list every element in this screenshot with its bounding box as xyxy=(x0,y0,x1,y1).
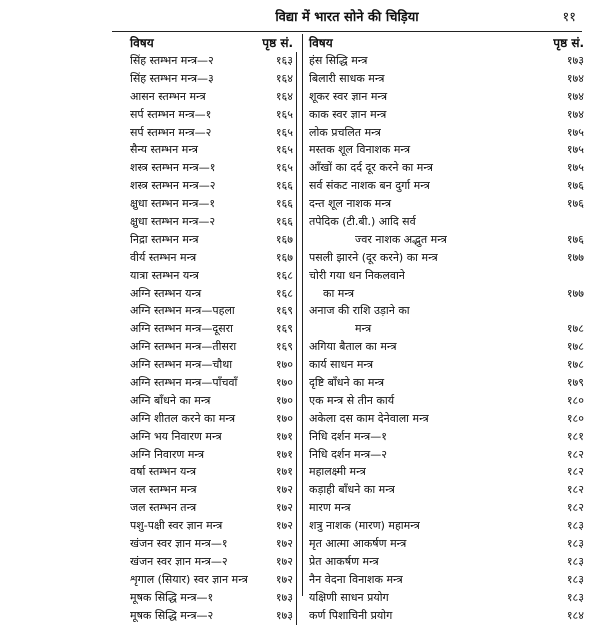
toc-entry xyxy=(307,338,584,356)
entry-page: १७८ xyxy=(566,322,584,336)
toc-entry xyxy=(128,338,299,356)
entry-subject: का मन्त्र xyxy=(323,286,355,300)
entry-page: १७३ xyxy=(265,589,297,607)
toc-entry xyxy=(128,553,299,571)
toc-entry xyxy=(307,446,584,464)
toc-entry xyxy=(307,195,584,213)
toc-entry xyxy=(128,267,299,285)
entry-subject: सर्व संकट नाशक बन दुर्गा मन्त्र xyxy=(309,179,430,193)
toc-entry xyxy=(128,607,299,625)
toc-entry xyxy=(307,141,584,159)
entry-page: १७० xyxy=(265,374,297,392)
entry-subject: सर्प स्तम्भन मन्त्र—२ xyxy=(130,125,212,139)
toc-entry xyxy=(307,285,584,303)
toc-left-column xyxy=(128,34,299,625)
toc-entry xyxy=(128,517,299,535)
entry-subject: मस्तक शूल विनाशक मन्त्र xyxy=(309,143,411,157)
toc-entry xyxy=(128,213,299,231)
subject-heading: विषय xyxy=(309,36,333,50)
entry-subject: निद्रा स्तम्भन मन्त्र xyxy=(130,232,199,246)
toc-entry xyxy=(128,320,299,338)
entry-page: १६९ xyxy=(265,338,297,356)
entry-page: १७९ xyxy=(566,376,584,390)
toc-entry xyxy=(307,177,584,195)
toc-entry xyxy=(128,302,299,320)
entry-page: १६४ xyxy=(265,88,297,106)
toc-entry xyxy=(128,410,299,428)
entry-subject: अग्नि स्तम्भन मन्त्र—चौथा xyxy=(130,358,233,372)
entry-page: १६५ xyxy=(265,159,297,177)
entry-page: १८३ xyxy=(566,537,584,551)
entry-page: १६८ xyxy=(265,267,297,285)
toc-entry xyxy=(128,571,299,589)
entry-page: १८२ xyxy=(566,501,584,515)
entry-subject: अग्नि निवारण मन्त्र xyxy=(130,447,205,461)
entry-subject: सिंह स्तम्भन मन्त्र—३ xyxy=(130,71,214,85)
entry-page: १६९ xyxy=(265,302,297,320)
entry-page: १७० xyxy=(265,356,297,374)
toc-entry xyxy=(128,535,299,553)
toc-entry xyxy=(128,589,299,607)
entry-subject: मारण मन्त्र xyxy=(309,501,351,515)
entry-subject: दन्त शूल नाशक मन्त्र xyxy=(309,197,392,211)
entry-subject: क्षुधा स्तम्भन मन्त्र—२ xyxy=(130,215,216,229)
entry-page: १७५ xyxy=(566,161,584,175)
toc-entry xyxy=(128,499,299,517)
entry-subject: जल स्तम्भन तन्त्र xyxy=(130,501,197,515)
entry-subject: सिंह स्तम्भन मन्त्र—२ xyxy=(130,54,214,67)
toc-entry xyxy=(307,463,584,481)
toc-entry xyxy=(128,446,299,464)
entry-page: १७७ xyxy=(566,250,584,264)
toc-entry xyxy=(128,70,299,88)
entry-page: १७६ xyxy=(566,179,584,193)
entry-page: १७१ xyxy=(265,463,297,481)
toc-entry xyxy=(128,285,299,303)
running-title: विद्या में भारत सोने की चिड़िया xyxy=(275,10,419,25)
entry-subject: बिलारी साधक मन्त्र xyxy=(309,71,385,85)
toc-entry xyxy=(307,481,584,499)
entry-subject: चोरी गया धन निकलवाने xyxy=(309,268,405,282)
entry-subject: वीर्य स्तम्भन मन्त्र xyxy=(130,250,197,264)
entry-page: १७८ xyxy=(566,358,584,372)
entry-subject: सर्प स्तम्भन मन्त्र—१ xyxy=(130,107,212,121)
entry-page: १७२ xyxy=(265,517,297,535)
entry-subject: खंजन स्वर ज्ञान मन्त्र—२ xyxy=(130,554,228,568)
toc-entry xyxy=(128,356,299,374)
toc-entry xyxy=(128,231,299,249)
entry-page: १७२ xyxy=(265,571,297,589)
toc-entry xyxy=(128,374,299,392)
toc-entry xyxy=(307,410,584,428)
entry-page: १६९ xyxy=(265,320,297,338)
entry-page: १७२ xyxy=(265,535,297,553)
entry-subject: प्रेत आकर्षण मन्त्र xyxy=(309,554,379,568)
toc-entry xyxy=(307,607,584,625)
toc-entry xyxy=(128,124,299,142)
entry-subject: लोक प्रचलित मन्त्र xyxy=(309,125,381,139)
entry-subject: आँखों का दर्द दूर करने का मन्त्र xyxy=(309,161,433,175)
entry-page: १७४ xyxy=(566,71,584,85)
entry-subject: कार्य साधन मन्त्र xyxy=(309,358,374,372)
entry-subject: सैन्य स्तम्भन मन्त्र xyxy=(130,143,198,157)
entry-subject: दृष्टि बाँधने का मन्त्र xyxy=(309,376,385,390)
entry-page: १७५ xyxy=(566,125,584,139)
entry-page: १८३ xyxy=(566,554,584,568)
toc-entry xyxy=(307,428,584,446)
entry-page: १६७ xyxy=(265,231,297,249)
entry-subject: शृगाल (सियार) स्वर ज्ञान मन्त्र xyxy=(130,572,248,586)
toc-entry xyxy=(307,124,584,142)
entry-subject: तपेदिक (टी.बी.) आदि सर्व xyxy=(309,215,416,229)
toc-entry xyxy=(128,463,299,481)
entry-subject: शस्त्र स्तम्भन मन्त्र—२ xyxy=(130,179,216,193)
entry-subject: शूकर स्वर ज्ञान मन्त्र xyxy=(309,89,388,103)
toc-entry xyxy=(307,517,584,535)
entry-subject: अग्नि स्तम्भन मन्त्र—तीसरा xyxy=(130,340,237,354)
entry-page: १८० xyxy=(566,393,584,407)
entry-subject: शस्त्र स्तम्भन मन्त्र—१ xyxy=(130,161,216,175)
page-heading: पृष्ठ सं. xyxy=(262,36,293,50)
subject-heading: विषय xyxy=(130,36,154,50)
toc-entry xyxy=(307,589,584,607)
entry-subject: अनाज की राशि उड़ाने का xyxy=(309,304,410,318)
entry-page: १७३ xyxy=(566,54,584,67)
toc-entry xyxy=(128,249,299,267)
entry-subject: अग्नि बाँधने का मन्त्र xyxy=(130,393,211,407)
entry-page: १८३ xyxy=(566,590,584,604)
entry-page: १७८ xyxy=(566,340,584,354)
toc-entry xyxy=(307,106,584,124)
entry-page: १७२ xyxy=(265,481,297,499)
entry-subject: एक मन्त्र से तीन कार्य xyxy=(309,393,395,407)
entry-page: १७० xyxy=(265,410,297,428)
entry-page: १८३ xyxy=(566,572,584,586)
left-entry-list xyxy=(128,52,299,625)
entry-page: १६५ xyxy=(265,141,297,159)
entry-subject: अगिया बैताल का मन्त्र xyxy=(309,340,397,354)
entry-page: १७६ xyxy=(566,232,584,246)
toc-entry xyxy=(307,159,584,177)
entry-subject: खंजन स्वर ज्ञान मन्त्र—१ xyxy=(130,537,228,551)
entry-page: १६५ xyxy=(265,106,297,124)
entry-page: १६३ xyxy=(265,52,297,70)
toc-entry xyxy=(307,88,584,106)
entry-subject: शत्रु नाशक (मारण) महामन्त्र xyxy=(309,519,420,533)
entry-subject: मूषक सिद्धि मन्त्र—२ xyxy=(130,608,214,622)
entry-page: १७४ xyxy=(566,107,584,121)
entry-page: १८३ xyxy=(566,519,584,533)
entry-page: १७१ xyxy=(265,446,297,464)
toc-entry xyxy=(128,159,299,177)
entry-page: १६६ xyxy=(265,213,297,231)
entry-subject: यक्षिणी साधन प्रयोग xyxy=(309,590,389,604)
entry-page: १८२ xyxy=(566,465,584,479)
page-number: ११ xyxy=(562,10,576,25)
toc-entry xyxy=(307,392,584,410)
entry-subject: पशु-पक्षी स्वर ज्ञान मन्त्र xyxy=(130,519,223,533)
entry-page: १७१ xyxy=(265,428,297,446)
entry-page: १६७ xyxy=(265,249,297,267)
entry-page: १७० xyxy=(265,392,297,410)
entry-subject: कड़ाही बाँधने का मन्त्र xyxy=(309,483,395,497)
entry-subject: मृत आत्मा आकर्षण मन्त्र xyxy=(309,537,407,551)
entry-subject: ज्वर नाशक अद्भुत मन्त्र xyxy=(355,232,447,246)
entry-page: १६४ xyxy=(265,70,297,88)
toc-entry xyxy=(307,231,584,249)
entry-subject: वर्षा स्तम्भन यन्त्र xyxy=(130,465,197,479)
toc-entry xyxy=(307,499,584,517)
toc-entry xyxy=(128,52,299,70)
entry-page: १८२ xyxy=(566,447,584,461)
entry-page: १६५ xyxy=(265,124,297,142)
toc-entry xyxy=(128,195,299,213)
toc-entry xyxy=(307,70,584,88)
entry-subject: महालक्ष्मी मन्त्र xyxy=(309,465,366,479)
entry-subject: अग्नि स्तम्भन मन्त्र—दूसरा xyxy=(130,322,233,336)
entry-page: १८१ xyxy=(566,429,584,443)
entry-subject: अग्नि भय निवारण मन्त्र xyxy=(130,429,222,443)
entry-subject: अग्नि शीतल करने का मन्त्र xyxy=(130,411,236,425)
entry-page: १६६ xyxy=(265,177,297,195)
entry-subject: यात्रा स्तम्भन यन्त्र xyxy=(130,268,199,282)
right-column-header xyxy=(307,34,584,52)
toc-entry xyxy=(128,106,299,124)
entry-page: १६८ xyxy=(265,285,297,303)
toc-entry xyxy=(307,553,584,571)
running-header xyxy=(112,9,582,32)
toc-entry xyxy=(307,249,584,267)
toc-entry xyxy=(307,213,584,231)
entry-subject: नैन वेदना विनाशक मन्त्र xyxy=(309,572,403,586)
entry-subject: निधि दर्शन मन्त्र—२ xyxy=(309,447,387,461)
entry-page: १७४ xyxy=(566,89,584,103)
toc-entry xyxy=(307,571,584,589)
entry-subject: जल स्तम्भन मन्त्र xyxy=(130,483,197,497)
entry-page: १७६ xyxy=(566,197,584,211)
right-entry-list xyxy=(307,52,584,625)
toc-entry xyxy=(307,535,584,553)
table-of-contents xyxy=(128,34,584,622)
toc-entry xyxy=(307,374,584,392)
entry-subject: निधि दर्शन मन्त्र—१ xyxy=(309,429,387,443)
entry-subject: हंस सिद्धि मन्त्र xyxy=(309,54,368,67)
page-heading: पृष्ठ सं. xyxy=(553,36,584,50)
entry-page: १७५ xyxy=(566,143,584,157)
entry-subject: क्षुधा स्तम्भन मन्त्र—१ xyxy=(130,197,216,211)
entry-subject: काक स्वर ज्ञान मन्त्र xyxy=(309,107,387,121)
entry-subject: पसली झारने (दूर करने) का मन्त्र xyxy=(309,250,438,264)
toc-entry xyxy=(307,52,584,70)
toc-entry xyxy=(128,428,299,446)
entry-page: १७२ xyxy=(265,553,297,571)
toc-entry xyxy=(128,392,299,410)
entry-subject: अकेला दस काम देनेवाला मन्त्र xyxy=(309,411,429,425)
entry-page: १७२ xyxy=(265,499,297,517)
entry-subject: मूषक सिद्धि मन्त्र—१ xyxy=(130,590,214,604)
entry-subject: अग्नि स्तम्भन यन्त्र xyxy=(130,286,202,300)
column-divider xyxy=(302,34,303,596)
toc-entry xyxy=(128,177,299,195)
entry-page: १६६ xyxy=(265,195,297,213)
entry-subject: अग्नि स्तम्भन मन्त्र—पाँचवाँ xyxy=(130,376,238,390)
toc-right-column xyxy=(307,34,584,625)
entry-page: १७७ xyxy=(566,286,584,300)
entry-page: १८४ xyxy=(566,608,584,622)
entry-page: १८० xyxy=(566,411,584,425)
toc-entry xyxy=(128,481,299,499)
entry-page: १७३ xyxy=(265,607,297,625)
toc-entry xyxy=(307,356,584,374)
toc-entry xyxy=(128,141,299,159)
entry-subject: मन्त्र xyxy=(355,322,372,336)
toc-entry xyxy=(307,320,584,338)
entry-page: १८२ xyxy=(566,483,584,497)
toc-entry xyxy=(307,267,584,285)
entry-subject: कर्ण पिशाचिनी प्रयोग xyxy=(309,608,393,622)
entry-subject: अग्नि स्तम्भन मन्त्र—पहला xyxy=(130,304,235,318)
entry-subject: आसन स्तम्भन मन्त्र xyxy=(130,89,206,103)
toc-entry xyxy=(307,302,584,320)
left-column-header xyxy=(128,34,299,52)
toc-entry xyxy=(128,88,299,106)
